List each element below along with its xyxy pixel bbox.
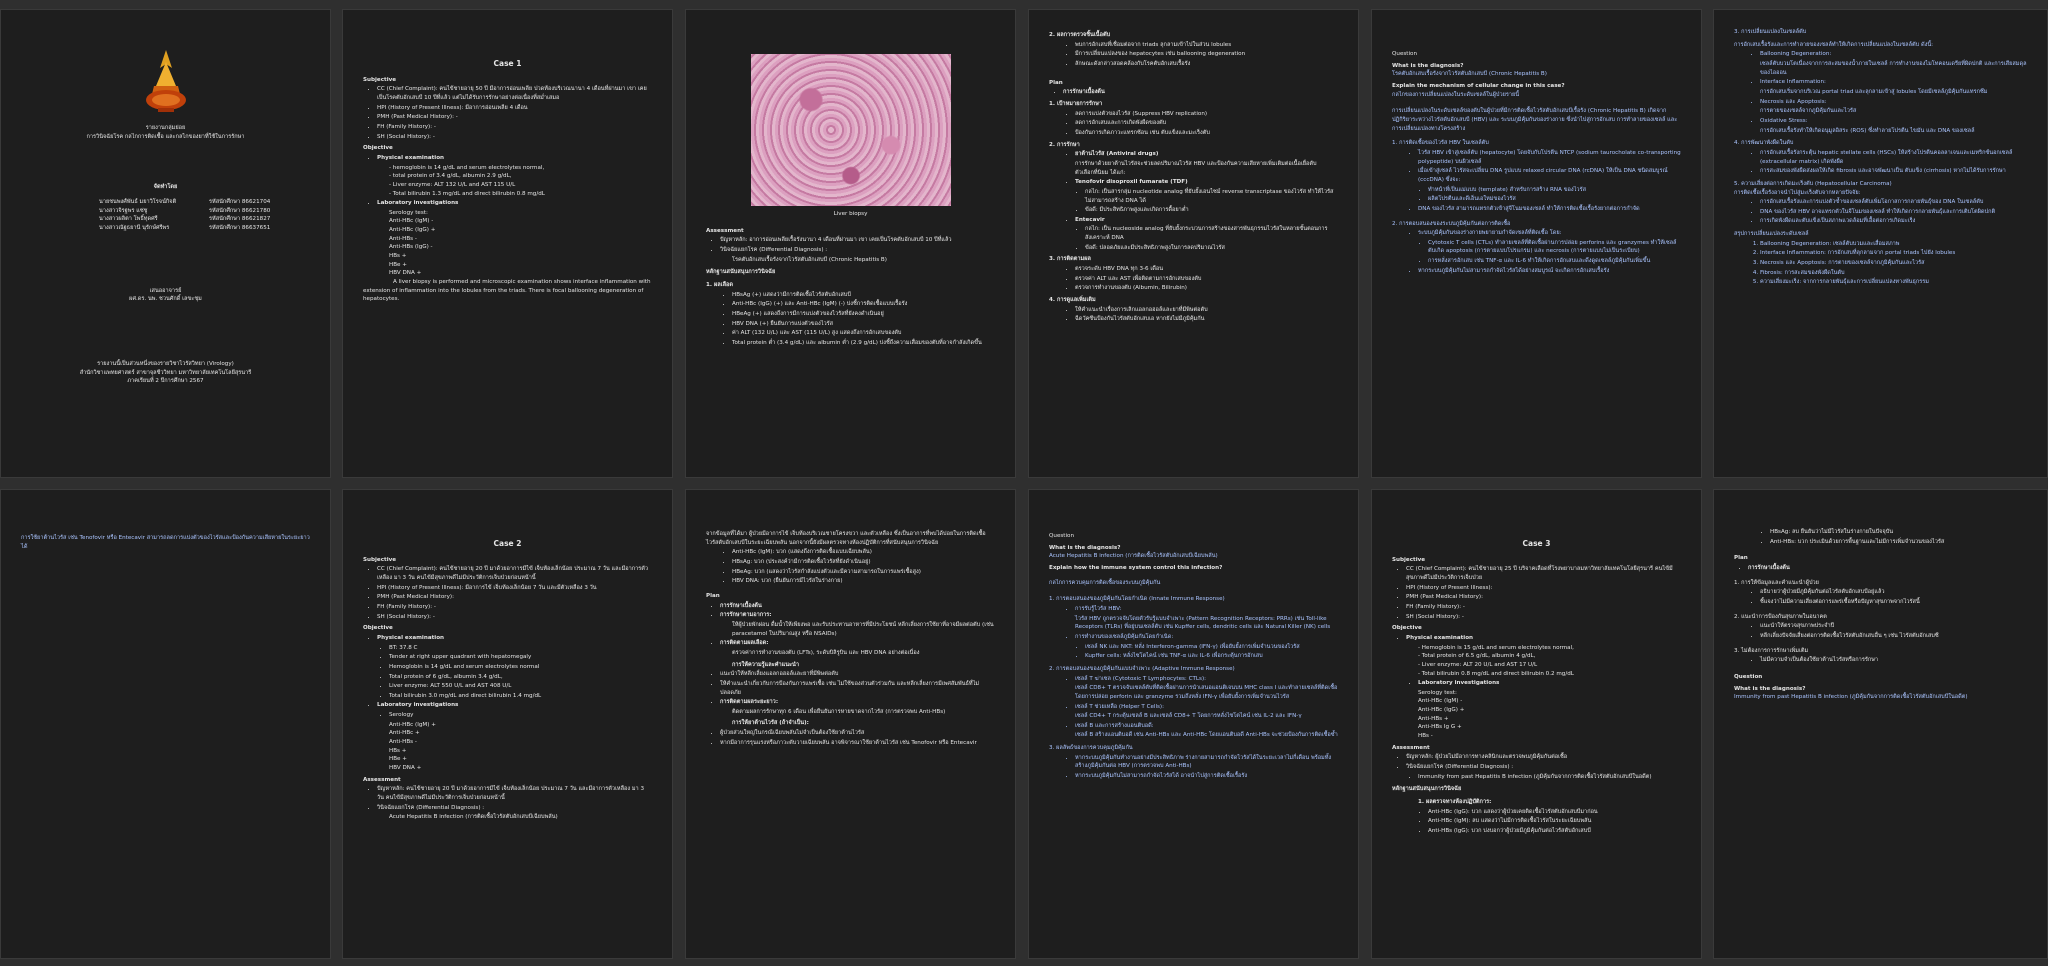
list-item: Anti-HBc (IgM) - [1418, 698, 1463, 705]
list-item: • ไวรัส HBV เข้าสู่เซลล์ตับ (hepatocyte) โดยจับกับโปรตีน NTCP (sodium taurocholate co-transporting polypeptide) บนผิวเซลล์ [1418, 149, 1681, 166]
page-case1 [342, 9, 673, 478]
case1-subjective-list [363, 85, 652, 141]
question-text: Explain how the immune system control this infection? [1049, 564, 1223, 571]
paragraph: ตัวเลือกที่นิยม ได้แก่: [1075, 169, 1126, 176]
list-item: • ยาต้านไวรัส (Antiviral drugs) [1075, 150, 1338, 159]
question-text: What is the diagnosis? [1392, 62, 1464, 69]
list-item: • หลีกเลี่ยงปัจจัยเสี่ยงต่อการติดเชื้อไวรัสตับอักเสบอื่น ๆ เช่น ไวรัสตับอักเสบซี [1760, 632, 2027, 641]
list-item: • แนะนำให้หลีกเลี่ยงแอลกอฮอล์และยาที่มีพิษต่อตับ [720, 670, 995, 679]
answer-text: โรคตับอักเสบเรื้อรังจากไวรัสตับอักเสบบี (Chronic Hepatitis B) [1392, 71, 1547, 78]
list-item: • DNA ของไวรัส HBV อาจแทรกตัวในจีโนมของเซลล์ ทำให้เกิดการกลายพันธุ์และการเติบโตผิดปกติ [1760, 208, 2027, 217]
list-item: HBs - [1418, 733, 1433, 740]
list-item: • กลไก: เป็นสารกลุ่ม nucleotide analog ที่ยับยั้งเอนไซม์ reverse transcriptase ของไวรัส ทำให้ไวรัสไม่สามารถสร้าง DNA ได้ [1085, 188, 1338, 205]
list-item: • FH (Family History): - [377, 123, 652, 132]
list-item: HBe + [389, 756, 407, 763]
paragraph: การรักษาด้วยยาต้านไวรัสจะช่วยลดปริมาณไวรัส HBV และป้องกันความเสียหายเพิ่มเติมต่อเนื้อเยื่อตับ [1075, 160, 1317, 167]
list-item: • Total protein ต่ำ (3.4 g/dL) และ albumin ต่ำ (2.9 g/dL) บ่งชี้ถึงความเสื่อมของตับที่อาจกำลังเกิดขึ้น [732, 339, 995, 348]
list-item: • หากมีอาการรุนแรงหรือภาวะตับวายเฉียบพลัน อาจพิจารณาใช้ยาต้านไวรัส เช่น Tenofovir หรือ Entecavir [720, 739, 995, 748]
list-item: • Total protein of 6 g/dL, albumin 3.4 g/dL, [389, 673, 652, 682]
question-heading: Question [1049, 533, 1075, 539]
list-item: • การเกิดพังผืดและตับแข็งเป็นสภาพแวดล้อมที่เอื้อต่อการเกิดมะเร็ง [1760, 217, 2027, 226]
paragraph: การเปลี่ยนแปลงในระดับเซลล์ของตับในผู้ป่วยที่มีการติดเชื้อไวรัสตับอักเสบบีเรื้อรัง (Chronic Hepatitis B) เกิดจากปฏิกิริยาระหว่างไวรัสตับอักเสบบี (HBV) และ ระบบภูมิคุ้มกันของร่างกาย ซึ่งนำไปสู่การอักเสบ การทำลายของเซลล์ และการเปลี่ยนแปลงทางโครงสร้าง [1392, 108, 1678, 132]
list-item: • การติดตามผลเลือด: [720, 639, 995, 648]
question-heading: Question [1734, 673, 1763, 680]
list-item: - Hemoglobin is 15 g/dL and serum electrolytes normal, [1418, 644, 1574, 651]
section-heading: 2. การตอบสนองของระบบภูมิคุ้มกันต่อการติดเชื้อ [1392, 220, 1511, 227]
list-item: • แนะนำให้ตรวจสุขภาพประจำปี [1760, 622, 2027, 631]
list-item: • PMH (Past Medical History): [1406, 593, 1681, 602]
question-text: Explain the mechanism of cellular change in this case? [1392, 82, 1565, 89]
list-item-detail: เซลล์ B สร้างแอนติบอดี เช่น Anti-HBs และ Anti-HBc โดยแอนติบอดี Anti-HBs จะช่วยป้องกันการติดเชื้อซ้ำ [1075, 732, 1338, 739]
list-item: • การทำงานของเซลล์ภูมิคุ้มกันโดยกำเนิด: [1075, 633, 1338, 642]
list-item: • การรักษาเบื้องต้น [1748, 564, 2027, 573]
list-item: • การรักษาตามอาการ: [720, 611, 995, 620]
list-item: 3. Necrosis และ Apoptosis: การตายของเซลล์จากภูมิคุ้มกันและไวรัส [1760, 259, 2027, 268]
list-item: • HBsAg (+) แสดงว่ามีการติดเชื้อไวรัสตับอักเสบบี [732, 291, 995, 300]
list-item: - Total bilirubin 1.3 mg/dL and direct bilirubin 0.8 mg/dL [389, 190, 545, 197]
page-case1-assessment [685, 9, 1016, 478]
case3-subjective-heading: Subjective [1392, 556, 1426, 563]
list-item: Anti-HBc (IgG) + [389, 227, 436, 234]
support-subheading: 1. ผลเลือด [706, 281, 734, 288]
page-case1-plan [1028, 9, 1359, 478]
list-item: • BT: 37.8 C [389, 644, 652, 653]
list-item: • วินิจฉัยแยกโรค (Differential Diagnosis) : [1406, 763, 1681, 772]
case1-subjective-heading: Subjective [363, 76, 397, 83]
page-case2-question [1028, 489, 1359, 959]
list-item: • วินิจฉัยแยกโรค (Differential Diagnosis) : [720, 246, 995, 255]
page-case3 [1371, 489, 1702, 959]
list-item: • Anti-HBs: บวก ประเมินด้วยการพื้นฐานและไม่มีการเพิ่มจำนวนของไวรัส [1770, 538, 2027, 547]
list-item: Anti-HBc (IgM) - [389, 218, 434, 225]
list-item: - Total protein of 6.5 g/dL, albumin 4 g/dL, [1418, 653, 1536, 660]
section-heading: 5. ความเสี่ยงต่อการเกิดมะเร็งตับ (Hepatocellular Carcinoma) [1734, 180, 1892, 187]
page-case2 [342, 489, 673, 959]
list-item: • ให้คำแนะนำเกี่ยวกับการป้องกันการแพร่เชื้อ เช่น ไม่ใช้ของส่วนตัวร่วมกัน และหลีกเลี่ยงการมีเพศสัมพันธ์ที่ไม่ปลอดภัย [720, 680, 995, 697]
list-item: • Interface Inflammation: [1760, 78, 2027, 87]
plan-heading: Plan [1734, 555, 1748, 562]
section-heading: 4. การดูแลเพิ่มเติม [1049, 297, 1096, 304]
list-item: • การสะสมของพังผืดส่งผลให้เกิด fibrosis และอาจพัฒนาเป็น ตับแข็ง (cirrhosis) หากไม่ได้รับการรักษา [1760, 167, 2027, 176]
list-item: • HBeAg: บวก (แสดงว่าไวรัสกำลังแบ่งตัวและมีความสามารถในการแพร่เชื้อสูง) [732, 568, 995, 577]
list-item: • Tender at right upper quadrant with hepatomegaly [389, 653, 652, 662]
list-item: - total protein of 3.4 g/dL, albumin 2.9 g/dL, [389, 173, 512, 180]
list-item: Anti-HBc + [389, 730, 420, 737]
list-item: Serology test: [1418, 689, 1457, 696]
cover-semester: ภาคเรียนที่ 2 ปีการศึกษา 2567 [127, 378, 204, 385]
list-item: 1. Ballooning Degeneration: เซลล์ตับบวมและเสื่อมสภาพ [1760, 240, 2027, 249]
image-caption: Liver biopsy [833, 211, 868, 217]
cover-course: รายงานนี้เป็นส่วนหนึ่งของรายวิชาไวรัสวิทยา (Virology) [97, 360, 234, 367]
paragraph: การอักเสบเรื้อรังและการทำลายของเซลล์ทำให้เกิดการเปลี่ยนแปลงในเซลล์ตับ ดังนี้: [1734, 41, 1934, 48]
list-item: • ข้อดี: มีประสิทธิภาพสูงและเกิดการดื้อยาต่ำ [1085, 206, 1338, 215]
list-item: Anti-HBs Ig G + [1418, 724, 1462, 731]
case1-title: Case 1 [493, 59, 522, 68]
list-item: • ผู้ป่วยส่วนใหญ่ในกรณีเฉียบพลันไม่จำเป็นต้องใช้ยาต้านไวรัส [720, 729, 995, 738]
page-case3-plan [1713, 489, 2048, 959]
page-case1-conclusion [0, 489, 331, 959]
paragraph: ติดตามผลการรักษาทุก 6 เดือน เพื่อยืนยันการหายขาดจากไวรัส (การตรวจพบ Anti-HBs) [732, 708, 946, 715]
list-item: • Ballooning Degeneration: [1760, 50, 2027, 59]
list-item: HBs + [389, 253, 407, 260]
list-item: • ตรวจการทำงานของตับ (Albumin, Bilirubin) [1075, 284, 1338, 293]
cover-present-to: เสนออาจารย์ [149, 287, 182, 294]
list-item: • หากระบบภูมิคุ้มกันทำงานอย่างมีประสิทธิภาพ ร่างกายสามารถกำจัดไวรัสได้ในระยะเวลาไม่กี่เดือน พร้อมทั้งสร้างภูมิคุ้มกันต่อ HBV (การตรวจพบ Anti-HBs) [1075, 754, 1338, 771]
page-cover [0, 9, 331, 478]
list-item: • Oxidative Stress: [1760, 117, 2027, 126]
case2-objective-heading: Objective [363, 625, 393, 632]
list-item: • Liver enzyme: ALT 550 U/L and AST 408 U/L [389, 682, 652, 691]
list-item: • Necrosis และ Apoptosis: [1760, 98, 2027, 107]
cover-department: สำนักวิชาแพทยศาสตร์ สาขาจุลชีววิทยา มหาวิทยาลัยเทคโนโลยีสุรนารี [79, 369, 252, 376]
university-seal-icon [136, 46, 196, 116]
list-item: • ลักษณะดังกล่าวสอดคล้องกับโรคตับอักเสบเรื้อรัง [1075, 60, 1338, 69]
list-item: 5. ความเสี่ยงมะเร็ง: จากการกลายพันธุ์และการเปลี่ยนแปลงทางพันธุกรรม [1760, 278, 2027, 287]
list-item-detail: การอักเสบเริ่มจากบริเวณ portal triad และลุกลามเข้าสู่ lobules โดยมีเซลล์ภูมิคุ้มกันแทรกซึม [1760, 88, 1988, 95]
assessment-heading: Assessment [363, 776, 401, 783]
plan-heading: Plan [706, 592, 720, 599]
section-heading: สรุปการเปลี่ยนแปลงระดับเซลล์ [1734, 231, 1809, 238]
section-heading: 1. เป้าหมายการรักษา [1049, 100, 1103, 107]
list-item-detail: เซลล์ CD4+ T กระตุ้นเซลล์ B และเซลล์ CD8+ T โดยการหลั่งไซโตไคน์ เช่น IL-2 และ IFN-γ [1075, 713, 1302, 720]
list-item-detail: เซลล์ตับบวมโตเนื่องจากการสะสมของน้ำภายในเซลล์ การทำงานของไมโทคอนเดรียที่ผิดปกติ และการเสียสมดุลของไอออน [1760, 60, 2027, 76]
case2-title: Case 2 [493, 539, 522, 548]
paragraph: ให้ผู้ป่วยพักผ่อน ดื่มน้ำให้เพียงพอ และรับประทานอาหารที่มีประโยชน์ หลีกเลี่ยงการใช้ยาที่อาจมีผลต่อตับ (เช่น paracetamol ในปริมาณสูง หรือ NSAIDs) [732, 621, 994, 637]
list-item: • HBV DNA: บวก (ยืนยันการมีไวรัสในร่างกาย) [732, 577, 995, 586]
list-item: • HPI (History of Present Illness): มีอาการไข้ เจ็บท้องเล็กน้อย 7 วัน และมีตัวเหลือง 3 วัน [377, 584, 652, 593]
list-item: • Laboratory investigations [377, 199, 652, 208]
cover-made-by: จัดทำโดย [153, 184, 178, 191]
list-item: • Serology [389, 711, 652, 720]
list-item: - Total bilirubin 0.8 mg/dL and direct bilirubin 0.2 mg/dL [1418, 670, 1574, 677]
support-heading: หลักฐานสนับสนุนการวินิจฉัย [1392, 786, 1462, 793]
list-item: Anti-HBs - [389, 739, 417, 746]
paragraph: ตรวจค่าการทำงานของตับ (LFTs), ระดับบิลิรูบิน และ HBV DNA อย่างต่อเนื่อง [732, 649, 920, 656]
list-item-detail: ไวรัส HBV ถูกตรวจจับโดยตัวรับรู้แบบจำเพาะ (Pattern Recognition Receptors: PRRs) เช่น Toll-like Receptors (TLRs) ที่อยู่บนเซลล์ตับ เช่น Kupffer cells, dendritic cells และ Natural Killer (NK) cells [1075, 615, 1331, 631]
list-item: • พบการอักเสบที่เชื่อมต่อจาก triads ลุกลามเข้าไปในส่วน lobules [1075, 41, 1338, 50]
list-item: • CC (Chief Complaint): คนไข้ชายอายุ 50 ปี มีอาการอ่อนเพลีย ปวดท้องบริเวณนานา 4 เดือนที่ผ่านมา เขา เคยเป็นโรคตับอักเสบบี 10 ปีที่แล้ว แต่ไม่ได้รับการรักษาอย่างต่อเนื่องที่สม่ำเสมอ [377, 85, 652, 102]
list-item: • HPI (History of Present Illness): มีอาการอ่อนเพลีย 4 เดือน [377, 104, 652, 113]
section-heading: การให้ความรู้และคำแนะนำ [732, 661, 799, 668]
list-item: • กลไก: เป็น nucleoside analog ที่ยับยั้งกระบวนการสร้างของสารพันธุกรรมไวรัสในหลายขั้นตอนการสังเคราะห์ DNA [1085, 225, 1338, 242]
list-item: • PMH (Past Medical History): - [377, 113, 652, 122]
section-heading: 2. การรักษา [1049, 141, 1080, 148]
list-item: • SH (Social History): - [377, 613, 652, 622]
list-item: • Hemoglobin is 14 g/dL and serum electrolytes normal [389, 663, 652, 672]
list-item: • การรักษาเบื้องต้น [720, 602, 995, 611]
list-item: • ชี้แจงว่าไม่มีความเสี่ยงต่อการแพร่เชื้อหรือปัญหาสุขภาพจากไวรัสนี้ [1760, 598, 2027, 607]
list-item: - Liver enzyme: ALT 20 U/L and AST 17 U/L [1418, 661, 1538, 668]
list-item: 4. Fibrosis: การสะสมของพังผืดในตับ [1760, 269, 2027, 278]
list-item: • ฉีดวัคซีนป้องกันไวรัสตับอักเสบเอ หากยังไม่มีภูมิคุ้มกัน [1075, 315, 1338, 324]
case1-biopsy-text: A liver biopsy is performed and microscopic examination shows interface inflammation with extension of inflammation into the lobules from the triads. There is focal ballooning degeneration of hepatocytes. [363, 279, 651, 303]
question-text: What is the diagnosis? [1049, 544, 1121, 551]
list-item: • Immunity from past Hepatitis B infection (ภูมิคุ้มกันจากการติดเชื้อไวรัสตับอักเสบบีในอดีต) [1418, 773, 1681, 782]
list-item: • ตรวจค่า ALT และ AST เพื่อติดตามการอักเสบของตับ [1075, 275, 1338, 284]
list-item: • การติดตามผลระยะยาว: [720, 698, 995, 707]
list-item: • Total bilirubin 3.0 mg/dL and direct bilirubin 1.4 mg/dL [389, 692, 652, 701]
list-item: • FH (Family History): - [1406, 603, 1681, 612]
list-item: • วินิจฉัยแยกโรค (Differential Diagnosis) : [377, 804, 652, 813]
question-heading: Question [1392, 51, 1418, 57]
list-item-detail: การตายของเซลล์จากภูมิคุ้มกันและไวรัส [1760, 108, 1857, 115]
list-item: • การรักษาเบื้องต้น [1063, 88, 1338, 97]
assessment-heading: Assessment [1392, 744, 1430, 751]
section-heading: 3. ไม่ต้องการการรักษาเพิ่มเติม [1734, 647, 1809, 654]
section-heading: 2. การตอบสนองของภูมิคุ้มกันแบบจำเพาะ (Adaptive Immune Response) [1049, 665, 1235, 672]
list-item: Anti-HBs - [389, 235, 417, 242]
answer-text: Acute Hepatitis B infection (การติดเชื้อไวรัสตับอักเสบบีเฉียบพลัน) [1049, 553, 1218, 560]
list-item: Anti-HBc (IgG) + [1418, 707, 1465, 714]
list-item: • มีการเปลี่ยนแปลงของ hepatocytes เช่น ballooning degeneration [1075, 50, 1338, 59]
question-text: What is the diagnosis? [1734, 685, 1806, 692]
list-item: • Physical examination [377, 154, 652, 163]
list-item: • ผลิตโปรตีนและดีเอ็นเอใหม่ของไวรัส [1428, 195, 1681, 204]
list-item: • SH (Social History): - [377, 133, 652, 142]
section-heading: การให้ยาต้านไวรัส (ถ้าจำเป็น): [732, 720, 809, 727]
list-item: • HBsAg: บวก (ประสงค์ว่ามีการติดเชื้อไวรัสที่ยังดำเนินอยู่) [732, 558, 995, 567]
page-case1-question [1371, 9, 1702, 478]
section-heading: 1. การติดเชื้อของไวรัส HBV ในเซลล์ตับ [1392, 140, 1489, 147]
list-item: • การอักเสบเรื้อรังและการแบ่งตัวซ้ำของเซลล์ตับเพิ่มโอกาสการกลายพันธุ์ของ DNA ในเซลล์ตับ [1760, 198, 2027, 207]
list-item: Serology test: [389, 209, 428, 216]
section-heading: 3. การติดตามผล [1049, 256, 1091, 263]
list-item: • การหลั่งสารอักเสบ เช่น TNF-α และ IL-6 ทำให้เกิดการอักเสบและดึงดูดเซลล์ภูมิคุ้มกันเพิ่มขึ้น [1428, 257, 1681, 266]
list-item: • ปัญหาหลัก: อาการอ่อนเพลียเรื้อรังนานา 4 เดือนที่ผ่านมา เขา เคยเป็นโรคตับอักเสบบี 10 ปีที่แล้ว [720, 236, 995, 245]
list-item: Anti-HBs (IgG) - [389, 244, 433, 251]
list-item: • Anti-HBs (IgG): บวก บ่งบอกว่าผู้ป่วยมีภูมิคุ้มกันต่อไวรัสตับอักเสบบี [1428, 827, 1681, 836]
list-item: • Laboratory investigations [377, 701, 652, 710]
list-item: • HPI (History of Present Illness): [1406, 584, 1681, 593]
cover-teacher: ผศ.ดร. นพ. ชวนศักดิ์ เลขะชุม [129, 296, 202, 303]
list-item: • HBeAg (+) แสดงถึงการมีการแบ่งตัวของไวรัสที่ยังคงดำเนินอยู่ [732, 310, 995, 319]
paragraph: การติดเชื้อเรื้อรังอาจนำไปสู่มะเร็งตับจากหลายปัจจัย: [1734, 189, 1861, 196]
page-case1-mechanism [1713, 9, 2048, 478]
list-item: • Anti-HBc (IgG) (+) และ Anti-HBc (IgM) (-) บ่งชี้การติดเชื้อแบบเรื้อรัง [732, 300, 995, 309]
list-item: • Physical examination [377, 634, 652, 643]
list-item: • ไม่มีความจำเป็นต้องใช้ยาต้านไวรัสหรือการรักษา [1760, 656, 2027, 665]
list-item-detail: การอักเสบเรื้อรังทำให้เกิดอนุมูลอิสระ (ROS) ซึ่งทำลายโปรตีน ไขมัน และ DNA ของเซลล์ [1760, 127, 1975, 134]
member-row: นางสาวณัฐธยานี นุรักษ์ศรีพร รหัสนักศึกษา 86637651 [99, 224, 271, 231]
list-item: HBs + [389, 747, 407, 754]
member-row: นางสาวผลิตา โพธิ์ทุดศรี รหัสนักศึกษา 86621827 [99, 216, 271, 223]
case3-title: Case 3 [1522, 539, 1551, 548]
list-item: • HBV DNA (+) ยืนยันการแบ่งตัวของไวรัส [732, 320, 995, 329]
support-heading: หลักฐานสนับสนุนการวินิจฉัย [706, 269, 776, 276]
list-item: • Physical examination [1406, 634, 1681, 643]
list-item: • Anti-HBc (IgG): บวก แสดงว่าผู้ป่วยเคยติดเชื้อไวรัสตับอักเสบบีมาก่อน [1428, 808, 1681, 817]
list-item: • ลดการแบ่งตัวของไวรัส (Suppress HBV replication) [1075, 110, 1338, 119]
section-heading: 3. การเปลี่ยนแปลงในเซลล์ตับ [1734, 29, 1807, 35]
diagnosis-text: โรคตับอักเสบเรื้อรังจากไวรัสตับอักเสบบี (Chronic Hepatitis B) [732, 256, 887, 263]
list-item: • เซลล์ NK และ NKT: หลั่ง Interferon-gamma (IFN-γ) เพื่อยับยั้งการเพิ่มจำนวนของไวรัส [1085, 643, 1338, 652]
list-item: 2. Interface Inflammation: การอักเสบที่ลุกลามจาก portal triads ไปยัง lobules [1760, 249, 2027, 258]
assessment-heading: Assessment [706, 227, 744, 234]
list-item: • SH (Social History): - [1406, 613, 1681, 622]
section-heading: 2. ผลการตรวจชิ้นเนื้อตับ [1049, 32, 1111, 38]
section-heading: 2. แนะนำการป้องกันสุขภาพในอนาคต [1734, 613, 1827, 620]
list-item: • Anti-HBc (IgM): บวก (แสดงถึงการติดเชื้อแบบเฉียบพลัน) [732, 548, 995, 557]
paragraph: การใช้ยาต้านไวรัส เช่น Tenofovir หรือ Entecavir สามารถลดการแบ่งตัวของไวรัสและป้องกันความเสียหายในระยะยาวได้ [21, 535, 310, 550]
list-item: • Tenofovir disoproxil fumarate (TDF) [1075, 178, 1338, 187]
list-item: • Laboratory investigations [1418, 679, 1681, 688]
list-item: • ข้อดี: ปลอดภัยและมีประสิทธิภาพสูงในการลดปริมาณไวรัส [1085, 244, 1338, 253]
list-item: • เซลล์ B และการสร้างแอนติบอดี: [1075, 722, 1338, 731]
list-item: Anti-HBc (IgM) + [389, 721, 436, 728]
list-item: HBe + [389, 261, 407, 268]
list-item: • เซลล์ T ช่วยเหลือ (Helper T Cells): [1075, 703, 1338, 712]
list-item: • PMH (Past Medical History): [377, 593, 652, 602]
diagnosis-text: Acute Hepatitis B infection (การติดเชื้อไวรัสตับอักเสบบีเฉียบพลัน) [389, 814, 558, 821]
answer-text: กลไกของการเปลี่ยนแปลงในระดับเซลล์ในผู้ป่วยรายนี้ [1392, 91, 1520, 98]
list-item: • Cytotoxic T cells (CTLs) ทำลายเซลล์ที่ติดเชื้อผ่านการปล่อย perforins และ granzymes ทำให้เซลล์ตับเกิด apoptosis (การตายแบบโปรแกรม) และ necrosis (การตายแบบไม่เป็นระเบียบ) [1428, 239, 1681, 256]
list-item: Anti-HBs + [1418, 715, 1449, 722]
section-heading: 4. การพัฒนาพังผืดในตับ [1734, 140, 1794, 147]
plan-heading: Plan [1049, 79, 1063, 86]
case1-objective-list [363, 154, 652, 163]
page-case2-plan [685, 489, 1016, 959]
list-item: • ทำหน้าที่เป็นแม่แบบ (template) สำหรับการสร้าง RNA ของไวรัส [1428, 186, 1681, 195]
answer-text: Immunity from past Hepatitis B infection (ภูมิคุ้มกันจากการติดเชื้อไวรัสตับอักเสบบีในอดีต) [1734, 694, 1968, 701]
section-heading: 1. การตอบสนองของภูมิคุ้มกันโดยกำเนิด (Innate Immune Response) [1049, 596, 1225, 603]
list-item: • หากระบบภูมิคุ้มกันไม่สามารถกำจัดไวรัสได้อย่างสมบูรณ์ จะเกิดการอักเสบเรื้อรัง [1418, 267, 1681, 276]
list-item: • ปัญหาหลัก: คนไข้ชายอายุ 20 ปี มาด้วยอาการมีไข้ เจ็บท้องเล็กน้อย ประมาณ 7 วัน และมีอาการตัวเหลือง มา 3 วัน คนไข้มีสุขภาพดีไม่มีประวัติการเจ็บป่วยก่อนหน้านี้ [377, 785, 652, 802]
list-item: • Kupffer cells: หลั่งไซโตไคน์ เช่น TNF-α และ IL-6 เพื่อกระตุ้นการอักเสบ [1085, 652, 1338, 661]
list-item: • การรับรู้ไวรัส HBV: [1075, 605, 1338, 614]
list-item: • ปัญหาหลัก: ผู้ป่วยไม่มีอาการทางคลินิกและตรวจพบภูมิคุ้มกันต่อเชื้อ [1406, 753, 1681, 762]
list-item: • ให้คำแนะนำเรื่องการเลิกแอลกอฮอล์และยาที่มีพิษต่อตับ [1075, 306, 1338, 315]
list-item: • ป้องกันการเกิดภาวะแทรกซ้อน เช่น ตับแข็งและมะเร็งตับ [1075, 129, 1338, 138]
case3-objective-heading: Objective [1392, 625, 1422, 632]
list-item: • อธิบายว่าผู้ป่วยมีภูมิคุ้มกันต่อไวรัสตับอักเสบบีอยู่แล้ว [1760, 588, 2027, 597]
list-item: • ตรวจระดับ HBV DNA ทุก 3-6 เดือน [1075, 265, 1338, 274]
list-item: • DNA ของไวรัส สามารถแทรกตัวเข้าสู่จีโนมของเซลล์ ทำให้การติดเชื้อเรื้อรังยากต่อการกำจัด [1418, 205, 1681, 214]
list-item: • เซลล์ T ฆ่าเซล (Cytotoxic T Lymphocytes: CTLs): [1075, 675, 1338, 684]
member-row: นางสาวจิรฐพร แซ่ชู รหัสนักศึกษา 86621780 [99, 207, 271, 214]
case2-subjective-heading: Subjective [363, 556, 397, 563]
section-heading: 1. การให้ข้อมูลและคำแนะนำผู้ป่วย [1734, 579, 1819, 586]
liver-biopsy-image [751, 54, 951, 206]
case1-objective-heading: Objective [363, 145, 393, 152]
list-item: • หากระบบภูมิคุ้มกันไม่สามารถกำจัดไวรัสได้ อาจนำไปสู่การติดเชื้อเรื้อรัง [1075, 772, 1338, 781]
list-item: • HBsAg: ลบ ยืนยันว่าไม่มีไวรัสในร่างกายในปัจจุบัน [1770, 528, 2027, 537]
member-row: นายชนพงศ์พันธ์ มยาวิโรจน์กิจติ รหัสนักศึกษา 86621704 [99, 198, 271, 205]
list-item-detail: เซลล์ CD8+ T ตรวจจับเซลล์ตับที่ติดเชื้อผ่านการนำเสนอแอนติเจนบน MHC class I และทำลายเซลล์ที่ติดเชื้อโดยการปล่อย perforin และ granzyme รวมถึงหลั่ง IFN-γ เพื่อยับยั้งการเพิ่มจำนวนไวรัส [1075, 685, 1338, 700]
paragraph: จากข้อมูลที่ได้มา ผู้ป่วยมีอาการไข้ เจ็บท้องบริเวณชายโครงขวา และตัวเหลือง ซึ่งเป็นอาการที่พบได้บ่อยในการติดเชื้อไวรัสตับอักเสบบีในระยะเฉียบพลัน นอกจากนี้ยังมีผลตรวจทางห้องปฏิบัติการที่สนับสนุนการวินิจฉัย [706, 531, 986, 546]
list-item: • ค่า ALT (132 U/L) และ AST (115 U/L) สูง แสดงถึงการอักเสบของตับ [732, 329, 995, 338]
list-item: • Anti-HBc (IgM): ลบ แสดงว่าไม่มีการติดเชื้อไวรัสในระยะเฉียบพลัน [1428, 817, 1681, 826]
list-item: • ระบบภูมิคุ้มกันของร่างกายพยายามกำจัดเซลล์ที่ติดเชื้อ โดย: [1418, 229, 1681, 238]
list-item: • FH (Family History): - [377, 603, 652, 612]
list-item: HBV DNA + [389, 765, 422, 772]
list-item: HBV DNA + [389, 270, 422, 277]
list-item: • CC (Chief Complaint): คนไข้ชายอายุ 20 ปี มาด้วยอาการมีไข้ เจ็บท้องเล็กน้อย ประมาณ 7 วัน และมีอาการตัวเหลือง มา 3 วัน คนไข้มีสุขภาพดีไม่มีประวัติการเจ็บป่วยก่อนหน้านี้ [377, 565, 652, 582]
answer-text: กลไกการควบคุมการติดเชื้อของระบบภูมิคุ้มกัน [1049, 579, 1161, 586]
cover-title-2: การวินิจฉัยโรค กลไกการติดเชื้อ และกลไกของยาที่ใช้ในการรักษา [86, 133, 245, 140]
section-heading: 3. ผลลัพธ์ของการควบคุมภูมิคุ้มกัน [1049, 745, 1133, 752]
list-item: - Liver enzyme: ALT 132 U/L and AST 115 U/L [389, 181, 516, 188]
list-item: - hemoglobin is 14 g/dL and serum electrolytes normal, [389, 164, 545, 171]
cover-title-1: รายงานกลุ่มย่อย [145, 125, 186, 131]
list-item: • การอักเสบเรื้อรังกระตุ้น hepatic stellate cells (HSCs) ให้สร้างโปรตีนคอลลาเจนและเมทริกซ์นอกเซลล์ (extracellular matrix) เกิดพังผืด [1760, 149, 2027, 166]
list-item: • CC (Chief Complaint): คนไข้ชายอายุ 25 ปี บริจาคเลือดที่โรงพยาบาลมหาวิทยาลัยเทคโนโลยีสุรนารี คนไข้มีสุขภาพดีไม่มีประวัติการเจ็บป่วย [1406, 565, 1681, 582]
list-item: • Entecavir [1075, 216, 1338, 225]
support-subheading: 1. ผลตรวจทางห้องปฏิบัติการ: [1418, 799, 1492, 806]
list-item: • ลดการอักเสบและการเกิดพังผืดของตับ [1075, 119, 1338, 128]
cover-members-list [99, 198, 310, 233]
list-item: • เมื่อเข้าสู่เซลล์ ไวรัสจะเปลี่ยน DNA รูปแบบ relaxed circular DNA (rcDNA) ให้เป็น DNA ชนิดสมบูรณ์ (cccDNA) ซึ่งจะ: [1418, 167, 1681, 184]
